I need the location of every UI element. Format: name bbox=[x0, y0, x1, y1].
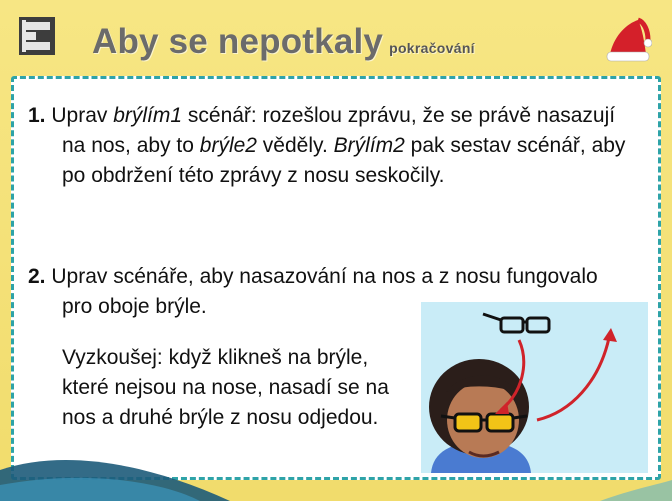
step-1-italic-c: Brýlím2 bbox=[333, 134, 405, 157]
decorative-corner-wave bbox=[0, 430, 672, 501]
step-1-italic-a: brýlím1 bbox=[113, 104, 183, 127]
step-1-text-c: věděly. bbox=[256, 134, 334, 157]
scratch-logo-icon bbox=[18, 16, 56, 56]
step-1-text-b: scénář: rozešlou zprávu, že se právě nasazují na nos, aby to bbox=[62, 104, 616, 157]
tip-text: Vyzkoušej: když klikneš na brýle, které nejsou na nose, nasadí se na nos a druhé brýle z nosu odjedou. bbox=[62, 346, 389, 429]
step-1 bbox=[28, 101, 628, 191]
step-2-number: 2. bbox=[28, 265, 46, 288]
step-1-text-d: pak sestav scénář, aby po obdržení této zprávy z nosu seskočily. bbox=[62, 134, 626, 187]
step-1-number: 1. bbox=[28, 104, 46, 127]
title-text: Aby se nepotkaly bbox=[92, 22, 384, 61]
step-2-text: Uprav scénáře, aby nasazování na nos a z nosu fungovalo pro oboje brýle. bbox=[45, 265, 598, 318]
slide-title bbox=[92, 22, 475, 62]
step-1-italic-b: brýle2 bbox=[199, 134, 257, 157]
step-1-text-a: Uprav bbox=[45, 104, 114, 127]
santa-hat-icon bbox=[604, 14, 652, 64]
title-subtitle: pokračování bbox=[389, 40, 475, 56]
